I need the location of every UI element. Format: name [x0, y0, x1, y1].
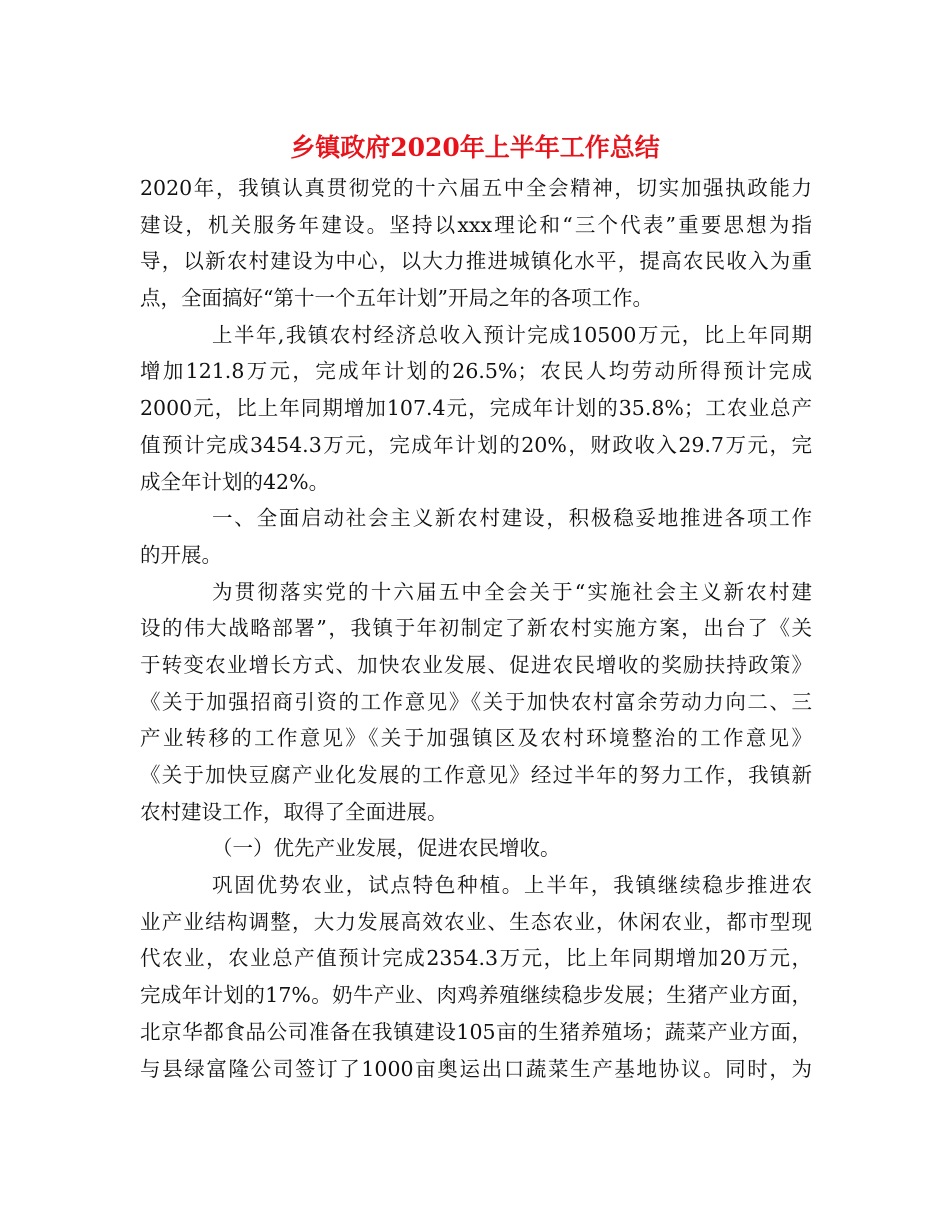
- text-line: 上半年,我镇农村经济总收入预计完成10500万元，比上年同期: [212, 322, 812, 347]
- text-line: 点，全面搞好“第十一个五年计划”开局之年的各项工作。: [140, 286, 653, 311]
- text-line: 与县绿富隆公司签订了1000亩奥运出口蔬菜生产基地协议。同时，为: [140, 1056, 812, 1081]
- text-line: 巩固优势农业，试点特色种植。上半年，我镇继续稳步推进农: [212, 873, 812, 898]
- text-line: 2020年，我镇认真贯彻党的十六届五中全会精神，切实加强执政能力: [140, 176, 812, 200]
- section-heading-1: [140, 500, 812, 573]
- text-line: 北京华都食品公司准备在我镇建设105亩的生猪养殖场；蔬菜产业方面，: [140, 1019, 812, 1044]
- paragraph-policies: [140, 574, 812, 831]
- text-line: 《关于加强招商引资的工作意见》《关于加快农村富余劳动力向二、三: [140, 689, 812, 714]
- text-line: 代农业，农业总产值预计完成2354.3万元，比上年同期增加20万元，: [140, 946, 812, 971]
- document-body: [140, 170, 812, 1087]
- text-line: 《关于加快豆腐产业化发展的工作意见》经过半年的努力工作，我镇新: [140, 763, 812, 787]
- text-line: 建设，机关服务年建设。坚持以xxx理论和“三个代表”重要思想为指: [140, 212, 812, 237]
- text-line: 设的伟大战略部署”，我镇于年初制定了新农村实施方案，出台了《关: [140, 616, 812, 641]
- text-line: 值预计完成3454.3万元，完成年计划的20%，财政收入29.7万元，完: [140, 432, 812, 457]
- text-line: 为贯彻落实党的十六届五中全会关于“实施社会主义新农村建: [212, 579, 812, 604]
- text-line: 一、全面启动社会主义新农村建设，积极稳妥地推进各项工作: [212, 506, 812, 531]
- text-line: 于转变农业增长方式、加快农业发展、促进农民增收的奖励扶持政策》: [140, 652, 812, 677]
- text-line: 农村建设工作，取得了全面进展。: [140, 799, 448, 824]
- text-line: 导，以新农村建设为中心，以大力推进城镇化水平，提高农民收入为重: [140, 249, 812, 274]
- text-line: （一）优先产业发展，促进农民增收。: [212, 836, 561, 861]
- paragraph-economy: [140, 317, 812, 500]
- text-line: 2000元，比上年同期增加107.4元，完成年计划的35.8%；工农业总产: [140, 396, 812, 421]
- paragraph-intro: [140, 170, 812, 317]
- text-line: 的开展。: [140, 542, 222, 567]
- subsection-heading-1: [140, 830, 812, 867]
- text-line: 完成年计划的17%。奶牛产业、肉鸡养殖继续稳步发展；生猪产业方面，: [140, 983, 812, 1008]
- text-line: 增加121.8万元，完成年计划的26.5%；农民人均劳动所得预计完成: [140, 359, 812, 384]
- text-line: 产业转移的工作意见》《关于加强镇区及农村环境整治的工作意见》: [140, 726, 812, 751]
- document-title: 乡镇政府2020年上半年工作总结: [290, 133, 660, 162]
- text-line: 业产业结构调整，大力发展高效农业、生态农业，休闲农业，都市型现: [140, 909, 812, 934]
- paragraph-agriculture: [140, 867, 812, 1087]
- text-line: 成全年计划的42%。: [140, 469, 330, 494]
